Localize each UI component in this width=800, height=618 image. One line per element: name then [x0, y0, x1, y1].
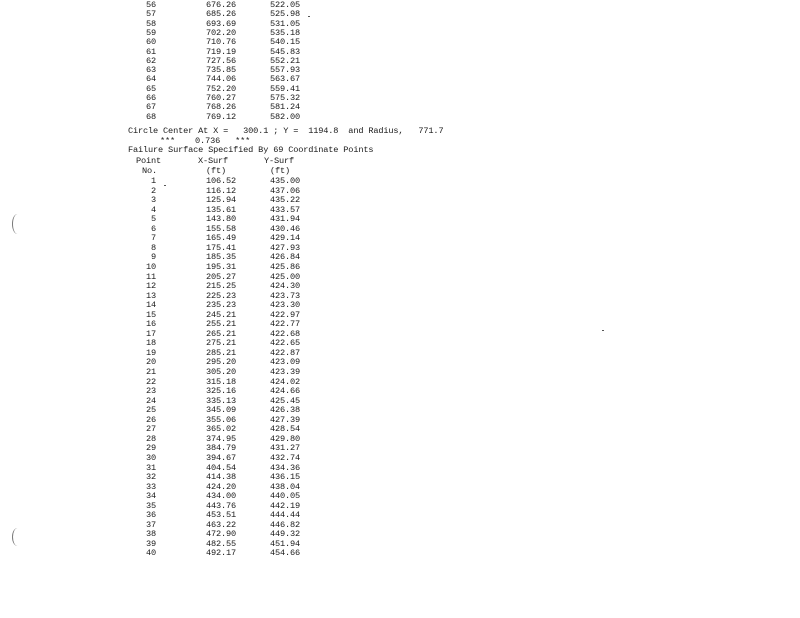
x-coordinate: 255.21: [205, 319, 236, 330]
point-number: 37: [145, 519, 156, 530]
x-coordinate: 424.20: [205, 481, 236, 492]
y-coordinate: 440.05: [269, 491, 300, 502]
y-coordinate: 525.98: [269, 9, 300, 20]
x-coordinate: 116.12: [205, 185, 236, 196]
point-number: 4: [150, 204, 156, 215]
column-header-y: Y-Surf: [264, 156, 295, 166]
x-coordinate: 295.20: [205, 357, 236, 368]
point-number: 40: [145, 548, 156, 559]
x-coordinate: 265.21: [205, 328, 236, 339]
y-coordinate: 434.36: [269, 462, 300, 473]
y-coordinate: 581.24: [269, 102, 300, 113]
column-header-no: No.: [142, 166, 158, 176]
x-coordinate: 285.21: [205, 347, 236, 358]
point-number: 27: [145, 424, 156, 435]
y-coordinate: 425.45: [269, 395, 300, 406]
point-number: 57: [145, 9, 156, 20]
y-coordinate: 557.93: [269, 65, 300, 76]
x-coordinate: 472.90: [205, 529, 236, 540]
x-coordinate: 727.56: [205, 55, 236, 66]
y-coordinate: 435.22: [269, 195, 300, 206]
scan-speck: [602, 330, 604, 331]
point-number: 10: [145, 261, 156, 272]
x-coordinate: 106.52: [205, 176, 236, 186]
y-coordinate: 442.19: [269, 500, 300, 511]
y-coordinate: 552.21: [269, 55, 300, 66]
point-number: 22: [145, 376, 156, 387]
x-coordinate: 185.35: [205, 252, 236, 263]
point-number: 18: [145, 338, 156, 349]
point-number: 23: [145, 386, 156, 397]
x-coordinate: 135.61: [205, 204, 236, 215]
point-number: 62: [145, 55, 156, 66]
scan-mark: [12, 214, 23, 234]
x-coordinate: 735.85: [205, 65, 236, 76]
y-coordinate: 423.09: [269, 357, 300, 368]
y-coordinate: 430.46: [269, 223, 300, 234]
y-coordinate: 428.54: [269, 424, 300, 435]
point-number: 12: [145, 281, 156, 292]
x-coordinate: 404.54: [205, 462, 236, 473]
y-coordinate: 424.66: [269, 386, 300, 397]
x-coordinate: 165.49: [205, 233, 236, 244]
x-coordinate: 355.06: [205, 414, 236, 425]
scan-speck: [164, 185, 166, 186]
x-coordinate: 769.12: [205, 111, 236, 122]
y-coordinate: 431.27: [269, 443, 300, 454]
column-header-x: X-Surf: [198, 156, 229, 166]
column-unit-y: (ft): [270, 166, 291, 176]
y-coordinate: 422.68: [269, 328, 300, 339]
y-coordinate: 424.30: [269, 281, 300, 292]
point-number: 65: [145, 83, 156, 94]
x-coordinate: 155.58: [205, 223, 236, 234]
x-coordinate: 414.38: [205, 472, 236, 483]
y-coordinate: 432.74: [269, 452, 300, 463]
y-coordinate: 559.41: [269, 83, 300, 94]
y-coordinate: 531.05: [269, 18, 300, 29]
point-number: 25: [145, 405, 156, 416]
x-coordinate: 394.67: [205, 452, 236, 463]
safety-factor-line: *** 0.736 ***: [160, 136, 251, 146]
point-number: 63: [145, 65, 156, 76]
point-number: 1: [150, 176, 156, 186]
y-coordinate: 563.67: [269, 74, 300, 85]
y-coordinate: 451.94: [269, 538, 300, 549]
x-coordinate: 345.09: [205, 405, 236, 416]
point-number: 2: [150, 185, 156, 196]
point-number: 59: [145, 27, 156, 38]
x-coordinate: 676.26: [205, 0, 236, 10]
point-number: 39: [145, 538, 156, 549]
x-coordinate: 693.69: [205, 18, 236, 29]
y-coordinate: 427.93: [269, 242, 300, 253]
x-coordinate: 768.26: [205, 102, 236, 113]
x-coordinate: 685.26: [205, 9, 236, 20]
y-coordinate: 582.00: [269, 111, 300, 122]
scan-mark: [12, 528, 23, 546]
y-coordinate: 435.00: [269, 176, 300, 186]
x-coordinate: 175.41: [205, 242, 236, 253]
x-coordinate: 235.23: [205, 300, 236, 311]
point-number: 60: [145, 37, 156, 48]
y-coordinate: 422.87: [269, 347, 300, 358]
y-coordinate: 426.38: [269, 405, 300, 416]
point-number: 64: [145, 74, 156, 85]
point-number: 61: [145, 46, 156, 57]
point-number: 30: [145, 452, 156, 463]
point-number: 6: [150, 223, 156, 234]
x-coordinate: 760.27: [205, 93, 236, 103]
column-unit-x: (ft): [206, 166, 227, 176]
point-number: 11: [145, 271, 156, 282]
x-coordinate: 335.13: [205, 395, 236, 406]
scan-speck: [308, 16, 310, 17]
failure-surface-title: Failure Surface Specified By 69 Coordinate Points: [128, 145, 374, 155]
point-number: 36: [145, 510, 156, 521]
y-coordinate: 426.84: [269, 252, 300, 263]
point-number: 29: [145, 443, 156, 454]
x-coordinate: 482.55: [205, 538, 236, 549]
point-number: 5: [150, 214, 156, 225]
y-coordinate: 449.32: [269, 529, 300, 540]
point-number: 8: [150, 242, 156, 253]
y-coordinate: 425.00: [269, 271, 300, 282]
point-number: 9: [150, 252, 156, 263]
point-number: 26: [145, 414, 156, 425]
y-coordinate: 422.77: [269, 319, 300, 330]
circle-center-line: Circle Center At X = 300.1 ; Y = 1194.8 and Radius, 771.7: [128, 126, 444, 136]
x-coordinate: 463.22: [205, 519, 236, 530]
x-coordinate: 245.21: [205, 309, 236, 320]
x-coordinate: 752.20: [205, 83, 236, 94]
point-number: 13: [145, 290, 156, 301]
x-coordinate: 719.19: [205, 46, 236, 57]
y-coordinate: 424.02: [269, 376, 300, 387]
y-coordinate: 431.94: [269, 214, 300, 225]
y-coordinate: 436.15: [269, 472, 300, 483]
point-number: 66: [145, 93, 156, 103]
x-coordinate: 710.76: [205, 37, 236, 48]
y-coordinate: 423.30: [269, 300, 300, 311]
point-number: 21: [145, 367, 156, 377]
point-number: 56: [145, 0, 156, 10]
point-number: 3: [150, 195, 156, 206]
x-coordinate: 275.21: [205, 338, 236, 349]
point-number: 7: [150, 233, 156, 244]
point-number: 16: [145, 319, 156, 330]
y-coordinate: 438.04: [269, 481, 300, 492]
x-coordinate: 384.79: [205, 443, 236, 454]
y-coordinate: 422.65: [269, 338, 300, 349]
x-coordinate: 143.80: [205, 214, 236, 225]
point-number: 32: [145, 472, 156, 483]
x-coordinate: 225.23: [205, 290, 236, 301]
x-coordinate: 195.31: [205, 261, 236, 272]
y-coordinate: 433.57: [269, 204, 300, 215]
y-coordinate: 422.97: [269, 309, 300, 320]
x-coordinate: 744.06: [205, 74, 236, 85]
column-header-point: Point: [136, 156, 162, 166]
point-number: 20: [145, 357, 156, 368]
x-coordinate: 365.02: [205, 424, 236, 435]
y-coordinate: 429.14: [269, 233, 300, 244]
x-coordinate: 702.20: [205, 27, 236, 38]
point-number: 35: [145, 500, 156, 511]
y-coordinate: 429.80: [269, 433, 300, 444]
x-coordinate: 443.76: [205, 500, 236, 511]
point-number: 24: [145, 395, 156, 406]
y-coordinate: 427.39: [269, 414, 300, 425]
point-number: 31: [145, 462, 156, 473]
x-coordinate: 453.51: [205, 510, 236, 521]
x-coordinate: 434.00: [205, 491, 236, 502]
y-coordinate: 545.83: [269, 46, 300, 57]
point-number: 34: [145, 491, 156, 502]
point-number: 15: [145, 309, 156, 320]
x-coordinate: 492.17: [205, 548, 236, 559]
point-number: 58: [145, 18, 156, 29]
point-number: 14: [145, 300, 156, 311]
point-number: 19: [145, 347, 156, 358]
y-coordinate: 575.32: [269, 93, 300, 103]
x-coordinate: 305.20: [205, 367, 236, 377]
point-number: 38: [145, 529, 156, 540]
y-coordinate: 535.18: [269, 27, 300, 38]
point-number: 33: [145, 481, 156, 492]
x-coordinate: 374.95: [205, 433, 236, 444]
y-coordinate: 540.15: [269, 37, 300, 48]
y-coordinate: 444.44: [269, 510, 300, 521]
x-coordinate: 125.94: [205, 195, 236, 206]
y-coordinate: 446.82: [269, 519, 300, 530]
x-coordinate: 325.16: [205, 386, 236, 397]
y-coordinate: 423.39: [269, 367, 300, 377]
y-coordinate: 423.73: [269, 290, 300, 301]
x-coordinate: 315.18: [205, 376, 236, 387]
point-number: 68: [145, 111, 156, 122]
y-coordinate: 425.86: [269, 261, 300, 272]
x-coordinate: 215.25: [205, 281, 236, 292]
point-number: 28: [145, 433, 156, 444]
y-coordinate: 437.06: [269, 185, 300, 196]
y-coordinate: 454.66: [269, 548, 300, 559]
point-number: 17: [145, 328, 156, 339]
x-coordinate: 205.27: [205, 271, 236, 282]
y-coordinate: 522.05: [269, 0, 300, 10]
point-number: 67: [145, 102, 156, 113]
